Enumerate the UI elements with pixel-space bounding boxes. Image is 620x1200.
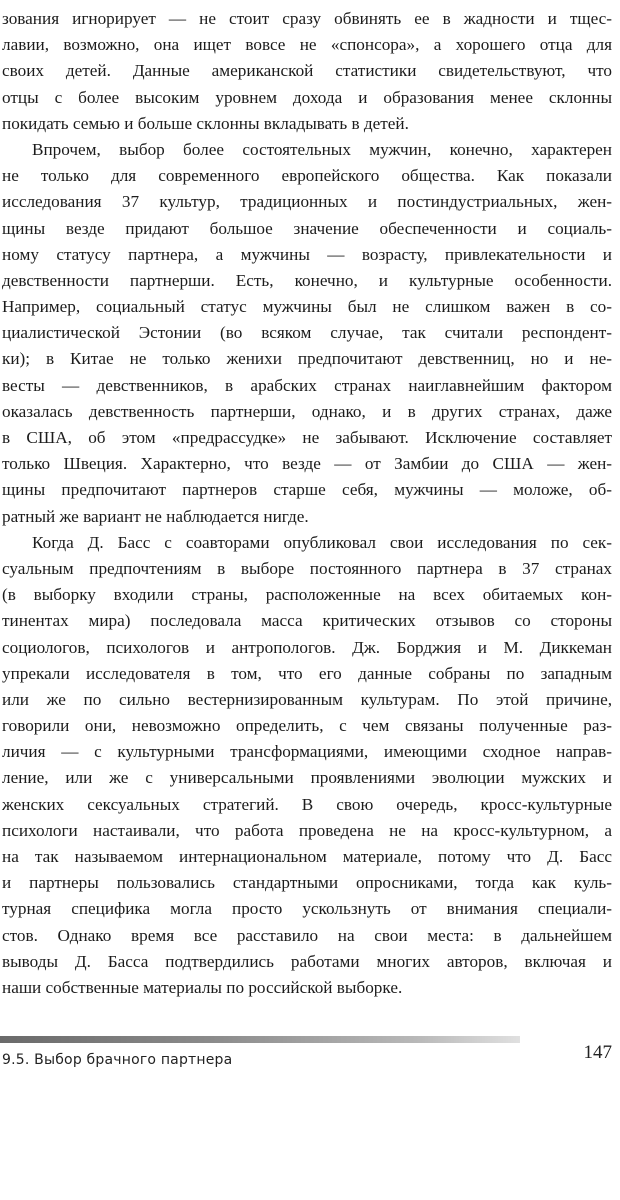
footer-rule <box>0 1036 520 1043</box>
text-line: только Швеция. Характерно, что везде — от Замбии до США — жен- <box>2 454 612 474</box>
text-line: щины предпочитают партнеров старше себя, мужчины — моложе, об- <box>2 480 612 500</box>
text-line: циалистической Эстонии (во всяком случае, так считали респондент- <box>2 323 612 343</box>
text-line: наши собственные материалы по российской выборке. <box>2 977 403 997</box>
text-line: Например, социальный статус мужчины был не слишком важен в со- <box>2 297 612 317</box>
text-line: отцы с более высоким уровнем дохода и образования менее склонны <box>2 87 612 107</box>
text-line: психологи настаивали, что работа проведена не на кросс-культурном, а <box>2 820 612 840</box>
text-line: оказалась девственность партнерши, однако, и в других странах, даже <box>2 401 612 421</box>
text-line: в США, об этом «предрассудке» не забывают. Исключение составляет <box>2 428 612 447</box>
text-line: выводы Д. Басса подтвердились работами многих авторов, включая и <box>2 951 612 971</box>
text-line: девственности партнерши. Есть, конечно, и культурные особенности. <box>2 270 612 290</box>
text-line: исследования 37 культур, традиционных и постиндустриальных, жен- <box>2 192 612 212</box>
text-line: не только для современного европейского общества. Как показали <box>2 166 612 186</box>
text-line: или же по сильно вестернизированным культурам. По этой причине, <box>2 689 612 709</box>
text-line: покидать семью и больше склонны вкладывать в детей. <box>2 113 409 133</box>
text-line: говорили они, невозможно определить, с чем связаны полученные раз- <box>2 716 612 736</box>
text-line: ки); в Китае не только женихи предпочитают девственниц, но и не- <box>2 349 612 369</box>
text-line: ление, или же с универсальными проявлениями эволюции мужских и <box>2 768 612 788</box>
text-line: турная специфика могла просто ускользнуть от внимания специали- <box>2 899 612 919</box>
text-line: Когда Д. Басс с соавторами опубликовал свои исследования по сек- <box>32 532 612 552</box>
text-line: зования игнорирует — не стоит сразу обвинять ее в жадности и тщес- <box>2 9 612 28</box>
text-line: суальным предпочтениям в выборе постоянного партнера в 37 странах <box>2 558 612 578</box>
text-line: Впрочем, выбор более состоятельных мужчин, конечно, характерен <box>32 139 612 159</box>
running-head: 9.5. Выбор брачного партнера <box>2 1052 233 1068</box>
text-line: упрекали исследователя в том, что его данные собраны по западным <box>2 663 612 683</box>
text-line: стов. Однако время все расставило на свои места: в дальнейшем <box>2 925 612 945</box>
text-line: ному статусу партнера, а мужчины — возрасту, привлекательности и <box>2 244 612 264</box>
text-line: своих детей. Данные американской статистики свидетельствуют, что <box>2 61 612 81</box>
text-line: ратный же вариант не наблюдается нигде. <box>2 506 309 526</box>
page-number: 147 <box>583 1042 612 1063</box>
text-line: лавии, возможно, она ищет вовсе не «спонсора», а хорошего отца для <box>2 35 612 55</box>
text-line: тинентах мира) последовала масса критических отзывов со стороны <box>2 611 612 631</box>
text-line: личия — с культурными трансформациями, имеющими сходное направ- <box>2 742 612 762</box>
text-line: весты — девственников, в арабских странах наиглавнейшим фактором <box>2 375 612 395</box>
text-line: на так называемом интернациональном материале, потому что Д. Басс <box>2 847 612 866</box>
text-line: женских сексуальных стратегий. В свою очередь, кросс-культурные <box>2 794 612 814</box>
text-line: социологов, психологов и антропологов. Дж. Борджия и М. Диккеман <box>2 637 612 657</box>
body-text <box>2 6 612 1001</box>
text-line: (в выборку входили страны, расположенные на всех обитаемых кон- <box>2 585 612 605</box>
text-line: щины везде придают большое значение обеспеченности и социаль- <box>2 218 612 238</box>
text-line: и партнеры пользовались стандартными опросниками, тогда как куль- <box>2 873 612 893</box>
